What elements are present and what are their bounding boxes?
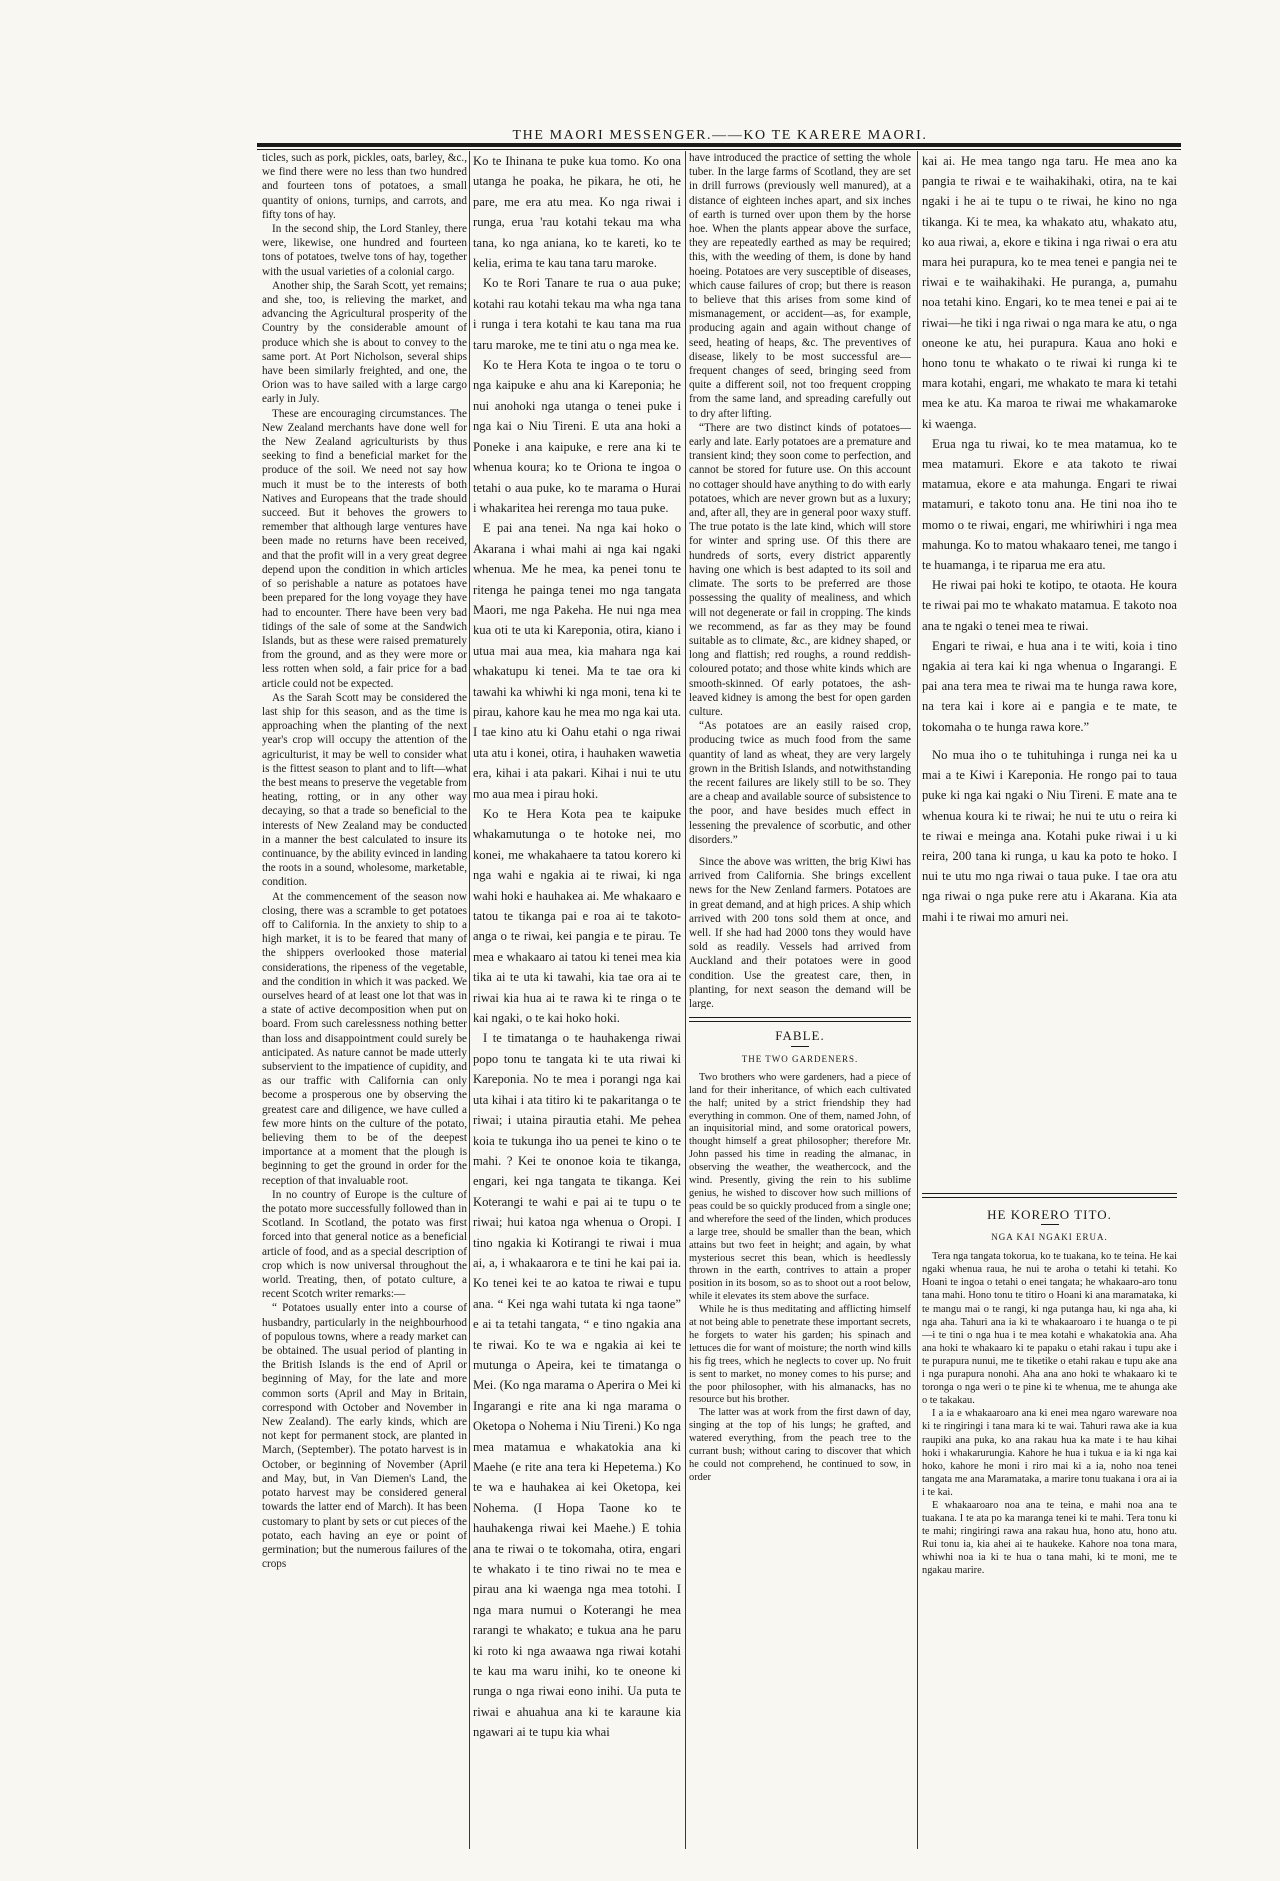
- paragraph: I a ia e whakaaroaro ana ki enei mea ngaro wareware noa ki te ringiringi i tana mara ki te wai. Tahuri rawa ake ia kua raupiki ana puka, ko ana rakau hua ka mate i te hau kihai hoki i whakarurungia. Kahore he hua i tukua e ia ki nga kai hoko, kahore he moni i riro mai ki a ia, noho noa tenei tangata me ana Maramataka, a marire tonu tuakana i ora ai ia i te kai.: [922, 1408, 1177, 1498]
- fable-title: FABLE.: [775, 1028, 825, 1043]
- paragraph: He riwai pai hoki te kotipo, te otaota. He koura te riwai pai mo te whakato matamua. E takoto noa ana te ngaki o tenei mea te riwai.: [922, 578, 1177, 633]
- column-divider: [685, 151, 686, 1849]
- paragraph: kai ai. He mea tango nga taru. He mea ano ka pangia te riwai e te waihakihaki, otira, na te kai ngaki i he ai te tupu o te riwai, he kino no nga tikanga. Ki te mea, ka whakato atu, whakato atu, ko aua riwai, a, ekore e tikina i nga riwai o era atu mara hei purapura, ko te mea tenei e pangia nei te riwai e te waihakihaki. He puranga, a, pumahu noa tetahi kino. Engari, ko te mea tenei e pai ai te riwai—he tiki i nga riwai o nga mara ke atu, o nga oneone ke atu, hei purapura. Kaua ano hoki e hono tonu te whakato o te riwai ki runga ki te mara kotahi, engari, me whakato te mara ki tetahi mea ke atu. Ka maroa te riwai me whakamaroke ki waenga.: [922, 154, 1177, 431]
- paragraph: Since the above was written, the brig Kiwi has arrived from California. She brings excellent news for the New Zenland farmers. Potatoes are in great demand, and at high prices. A ship which arrived with 200 tons sold them at once, and well. If she had had 2000 tons they would have sold as readily. Vessels had arrived from Auckland and their potatoes were in good condition. Use the greatest care, then, in planting, for next season the demand will be large.: [689, 855, 911, 1009]
- paragraph: In the second ship, the Lord Stanley, there were, likewise, one hundred and fourteen tons of potatoes, twelve tons of hay, together with the usual varieties of a colonial cargo.: [262, 223, 467, 278]
- paragraph: E whakaaroaro noa ana te teina, e mahi noa ana te tuakana. I te ata po ka maranga tenei ki te mahi. Tera tonu ki te mahi; ringiringi rawa ana rakau hua, hono atu, hono atu. Rui tonu ia, kia ahei ai te haukeke. Kahore noa tona mara, whiwhi noa ia ki te hua o tana mahi, ki te moni, me te ngakau marire.: [922, 1499, 1177, 1577]
- paragraph: Ko te Hera Kota pea te kaipuke whakamutunga o te hotoke nei, mo konei, me whakahaere ta tatou korero ki nga wahi e ngakia ai te riwai, ki nga wahi hoki e hauhakea ai. Me whakaaro e tatou te tikanga pai e roa ai te takoto-anga o te riwai, kei pangia e te pirau. Te mea e whakaaro ai tatou ki tenei mea kia tika ai te uta ki tawahi, kia tae ora ai te riwai kia hua ai te rawa ki te ringa o te kai ngaki, o te kai hoko hoki.: [473, 807, 681, 1026]
- title-dash: [791, 1046, 809, 1047]
- paragraph: Ko te Hera Kota te ingoa o te toru o nga kaipuke e ahu ana ki Kareponia; he nui anohoki nga utanga o tenei puke i nga kai o Niu Tireni. E uta ana hoki a Poneke i ana kaipuke, e rere ana ki te whenua koura; ko te Oriona te ingoa o tetahi o aua puke, ko te marama o Hurai i whakaritea hei rerenga mo taua puke.: [473, 358, 681, 515]
- paragraph: The latter was at work from the first dawn of day, singing at the top of his lungs; he grafted, and watered everything, from the peach tree to the currant bush; without caring to discover that which he could not comprehend, he continued to sow, in order: [689, 1407, 911, 1483]
- korero-subtitle: NGA KAI NGAKI ERUA.: [991, 1232, 1108, 1243]
- paragraph: Two brothers who were gardeners, had a piece of land for their inheritance, of which each cultivated the half; united by a strict friendship they had everything in common. One of them, named John, of an inquisitorial mind, and some oratorical powers, thought himself a great philosopher; therefore Mr. John passed his time in reading the almanac, in observing the weather, the weathercock, and the wind. Presently, giving the rein to his sublime genius, he wished to discover how such millions of peas could be so quickly produced from a single one; and wherefore the seed of the linden, which produces a large tree, should be smaller than the bean, which attains but two feet in height; and again, by what mysterious secret this bean, which is heedlessly thrown in the earth, contrives to attain a proper position in its bosom, so as to shoot out a root below, while it elevates its stem above the surface.: [689, 1071, 911, 1303]
- paragraph: ticles, such as pork, pickles, oats, barley, &c., we find there were no less than two hundred and fourteen tons of potatoes, a small quantity of onions, turnips, and carrots, and fifty tons of hay.: [262, 152, 467, 221]
- fable-subtitle: THE TWO GARDENERS.: [741, 1053, 859, 1064]
- header-rule-thin: [257, 149, 1181, 150]
- paragraph: Ko te Ihinana te puke kua tomo. Ko ona utanga he poaka, he pikara, he oti, he pare, me era atu mea. Ko nga riwai i runga, erua 'rau kotahi tekau ma wha tana, ko nga aniana, ko te kareti, ko te kelia, erima te kau tana taru maroke.: [473, 154, 681, 271]
- section-divider: [922, 1193, 1177, 1198]
- paragraph: At the commencement of the season now closing, there was a scramble to get potatoes off to California. In the anxiety to ship to a high market, it is to be feared that many of the shippers overlooked those material considerations, the ripeness of the vegetable, and the condition in which it was packed. We ourselves heard of at least one lot that was in a state of active decomposition when put on board. From such carelessness nothing better than loss and disappointment could surely be anticipated. As nature cannot be made utterly subservient to the impatience of cupidity, and as our traffic with California can only become a prosperous one by observing the greatest care and diligence, we have culled a few more hints on the culture of the potato, believing them to be of the deepest importance at a moment that the plough is beginning to get the ground in order for the reception of that invaluable root.: [262, 890, 467, 1187]
- column-english-2: [689, 151, 911, 1009]
- paragraph: While he is thus meditating and afflicting himself at not being able to penetrate these important secrets, he forgets to water his garden; his spinach and lettuces die for want of moisture; the north wind kills his fig trees, which he neglects to cover up. No fruit is sent to market, no money comes to his purse; and the poor philosopher, with his almanacks, has no resource but his brother.: [689, 1304, 911, 1406]
- paragraph: Tera nga tangata tokorua, ko te tuakana, ko te teina. He kai ngaki whenua raua, he nui te aroha o tetahi ki tetahi. Ko Hoani te ingoa o tetahi o enei tangata; he whakaaro-aro tonu tana mahi. Hono tonu te titiro o Hoani ki ana maramataka, ki te mangu mai o te rangi, ki nga putanga hau, ki nga aha, ki nga aha. Tahuri ana ia ki te whakaaroaro i te huanga o te pi—i te tini o nga hua i te mea kotahi e whakatokia ana. Aha ana hoki te whakaaro ki te papaku o etahi rakau i tupu ake i te purapura nunui, me te tiketike o etahi rakau e tupu ake ana i nga purapura nonohi. Aha ana ano hoki te whakaaro ki te toronga o nga weri o te pine ki te whenua, me te ahunga ake o te takakau.: [922, 1251, 1177, 1407]
- paragraph: E pai ana tenei. Na nga kai hoko o Akarana i whai mahi ai nga kai ngaki whenua. Me he mea, ka penei tonu te ritenga he painga tenei mo nga tangata Maori, me nga Pakeha. He nui nga mea kua oti te uta ki Kareponia, otira, kiano i utua mai aua mea, kia mahara nga kai whakatupu ki tenei. Ma te tae ora ki tawahi ka whiwhi ki nga moni, tena ki te pirau, kahore kau he mea mo nga kai uta. I tae kino atu ki Oahu etahi o nga riwai uta atu i konei, otira, i hauhaken wawetia era, kihai i ata pakari. Kihai i nui te utu mo aua mea i pirau hoki.: [473, 521, 681, 801]
- paragraph: These are encouraging circumstances. The New Zealand merchants have done well for the New Zealand agriculturists by thus seeking to find a beneficial market for the produce of the soil. We need not say how much it must be to the interests of both Natives and Europeans that the trade should succeed. But it behoves the growers to remember that although large ventures have been made no returns have been received, and that the profit will in a very great degree depend upon the condition in which articles of so perishable a nature as potatoes have been prepared for the long voyage they have had to encounter. There have been very bad tidings of the sale of some at the Sandwich Islands, but as these were raised prematurely from the ground, and as they were more or less rotten when sold, a fair price for a bad article could not be expected.: [262, 407, 467, 690]
- title-dash: [1041, 1224, 1059, 1225]
- korero-article: [922, 1206, 1177, 1849]
- paragraph: Another ship, the Sarah Scott, yet remains; and she, too, is relieving the market, and advancing the Agricultural prosperity of the Country by the considerable amount of produce which she is about to convey to the same port. At Port Nicholson, several ships have been similarly freighted, and one, the Orion was to have sailed with a large cargo early in July.: [262, 279, 467, 406]
- fable-article: [689, 1028, 911, 1849]
- paragraph: No mua iho o te tuhituhinga i runga nei ka u mai a te Kiwi i Kareponia. He rongo pai to taua puke ki nga kai ngaki o Niu Tireni. E mate ana te whenua koura ki te riwai; he nui te utu o reira ki te riwai e meinga ana. Kotahi puke riwai i u ki reira, 200 tana ki runga, u kau ka poto te hoko. I nui te utu mo nga riwai o taua puke. I tae ora atu nga riwai o nga puke rere atu i Akarana. Kia ata mahi i te riwai mo amuri nei.: [922, 747, 1177, 924]
- column-divider: [469, 151, 470, 1849]
- paragraph: Engari te riwai, e hua ana i te witi, koia i tino ngakia ai tera kai ki nga whenua o Ingarangi. E pai ana tera mea te riwai ma te hunga rawa kore, na tera kai i kore ai e pangia e te mate, te tokomaha o te hunga rawa kore.”: [922, 638, 1177, 734]
- column-maori-2: [922, 151, 1177, 1187]
- column-english-1: [262, 151, 467, 1849]
- paragraph: In no country of Europe is the culture of the potato more successfully followed than in Scotland. In Scotland, the potato was first forced into that general notice as a beneficial article of food, and as a special description of crop which is now universal throughout the world. Treating, then, of potato culture, a recent Scotch writer remarks:—: [262, 1188, 467, 1301]
- paragraph: “There are two distinct kinds of potatoes—early and late. Early potatoes are a premature and transient kind; they soon come to perfection, and cannot be stored for future use. On this account no cottager should have anything to do with early potatoes, which are never grown but as a luxury; and, after all, they are in general poor waxy stuff. The true potato is the late kind, which will store for winter and spring use. Of this there are hundreds of sorts, every district apparently having one which is best adapted to its soil and climate. The sorts to be preferred are those possessing the quality of mealiness, and which will not degenerate or fail in cropping. The kinds we recommend, as far as they may be found suitable as to climate, &c., are kidney shaped, or long and flattish; red roughs, a round reddish-coloured potato; and those white kinds which are smooth-skinned. Of early potatoes, the ash-leaved kidney is among the best for open garden culture.: [689, 421, 911, 718]
- column-maori-1: [473, 151, 681, 1849]
- paragraph: Ko te Rori Tanare te rua o aua puke; kotahi rau kotahi tekau ma wha nga tana i runga i tera kotahi te kau tana ma rua taru maroke, me te tini atu o nga mea ke.: [473, 276, 681, 352]
- section-divider: [689, 1017, 911, 1022]
- column-divider: [917, 151, 918, 1849]
- korero-title: HE KORERO TITO.: [987, 1207, 1112, 1222]
- paragraph: Erua nga tu riwai, ko te mea matamua, ko te mea matamuri. Ekore e ata takoto te riwai matamua, ekore e ata mahunga. Engari te riwai matamuri, e takoto tonu ana. He tini noa iho te momo o te riwai, engari, me whiriwhiri i nga mea mahunga. Ko to matou whakaaro tenei, me tango i te huamanga, i te riparua me era atu.: [922, 436, 1177, 573]
- page-header: THE MAORI MESSENGER.——KO TE KARERE MAORI.: [512, 128, 928, 143]
- paragraph: have introduced the practice of setting the whole tuber. In the large farms of Scotland, they are set in drill furrows (previously well manured), at a distance of eighteen inches apart, and six inches of earth is turned over upon them by the horse hoe. When the plants appear above the surface, they are repeatedly earthed as may be required; this, with the weeding of them, is done by hand hoeing. Potatoes are very susceptible of diseases, which cause failures of crop; but there is reason to believe that this arises from some kind of mismanagement, or accident—as, for example, producing again and again without change of seed, heating of heaps, &c. The preventives of disease, likely to be most successful are—frequent changes of seed, bringing seed from quite a different soil, not too frequent cropping from the same land, and spreading carefully out to dry after lifting.: [689, 152, 911, 420]
- paragraph: I te timatanga o te hauhakenga riwai popo tonu te tangata ki te uta riwai ki Kareponia. No te mea i porangi nga kai uta kihai i ata titiro ki te pakaritanga o te riwai; i utaina pirautia etahi. Me pehea koia te tukunga iho ua penei te kino o te mahi. ? Kei te ononoe koia te tikanga, engari, kei nga tangata te tikanga. Kei Koterangi te wahi e pai ai te tupu o te riwai; hui katoa nga whenua o Oropi. I tino ngakia ki Kotirangi te riwai i mua ai, a, i whakaarora e te tini he kai pai ia. Ko tenei kei te ao katoa te riwai e tupu ana. “ Kei nga wahi tutata ki nga taone” e ai ta tetahi tangata, “ e tino ngakia ana te riwai. Ko te wa e ngakia ai kei te mutunga o Apeira, kei te timatanga o Mei. (Ko nga marama o Aperira o Mei ki Ingarangi e rite ana ki nga marama o Oketopa o Nohema i Niu Tireni.) Ko nga mea matamua e whakatokia ana ki Maehe (e rite ana tera ki Hepetema.) Ko te wa e hauhakea ai kei Oketopa, kei Nohema. (I Hopa Taone ko te hauhakenga riwai kei Maehe.) E tohia ana te riwai o te tokomaha, otira, engari te whakato i te tino riwai no te mea e pirau ana ki waenga nga mea totohi. I nga mara numui o Koterangi he mea rarangi te whakato; e tukua ana he paru ki roto ki nga awaawa nga riwai kotahi te kau ma waru inihi, ko te oneone ki runga o nga riwai eono inihi. Ua puta te riwai e ahuahua ana ki te karaune kia ngawari ai te tupu kia whai: [473, 1031, 681, 1740]
- paragraph: As the Sarah Scott may be considered the last ship for this season, and as the time is approaching when the planting of the next year's crop will occupy the attention of the agriculturist, it may be well to consider what is the fittest season to plant and to lift—what the best means to preserve the vegetable from heating, rotting, or in any other way decaying, so that a trade so beneficial to the interests of New Zealand may be conducted in a manner the best calculated to insure its continuance, by the ability evinced in landing the roots in a sound, wholesome, marketable, condition.: [262, 691, 467, 889]
- paragraph: “As potatoes are an easily raised crop, producing twice as much food from the same quantity of land as wheat, they are very largely grown in the British Islands, and notwithstanding the recent failures are likely still to be so. They are a cheap and available source of subsistence to the poor, and have besides much effect in lessening the prevalence of scorbutic, and other disorders.”: [689, 720, 911, 846]
- header-rule-thick: [257, 143, 1181, 147]
- paragraph: “ Potatoes usually enter into a course of husbandry, particularly in the neighbourhood of populous towns, where a ready market can be obtained. The usual period of planting in the British Islands is the end of April or beginning of May, for the late and more common sorts (April and May in Britain, correspond with October and November in New Zealand). The early kinds, which are not kept for permanent stock, are planted in March, (September). The potato harvest is in October, or beginning of November (April and May, but, in Van Diemen's Land, the potato harvest may be considered general towards the latter end of March). It has been customary to plant by sets or cut pieces of the potato, each having an eye or point of germination; but the numerous failures of the crops: [262, 1302, 467, 1571]
